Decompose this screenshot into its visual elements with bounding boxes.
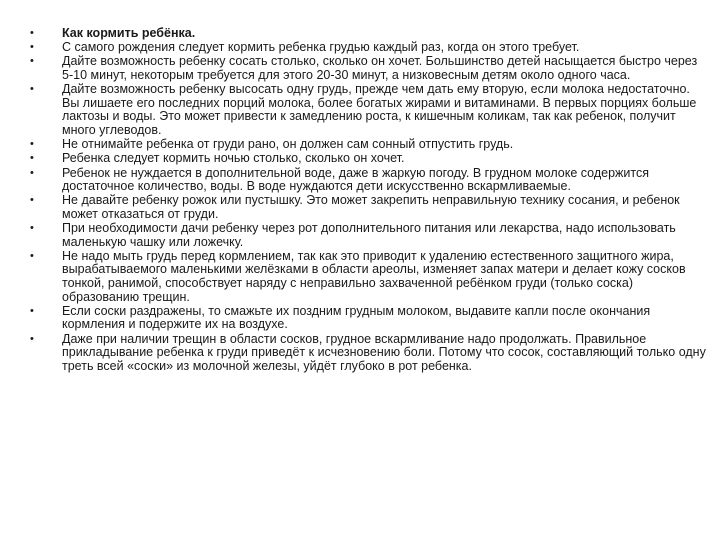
list-item — [0, 41, 720, 55]
list-item — [0, 194, 720, 221]
list-item-text: Если соски раздражены, то смажьте их поздним грудным молоком, выдавите капли после окончания кормления и подержите их на воздухе. — [62, 303, 651, 332]
list-item — [0, 167, 720, 194]
list-item-text: При необходимости дачи ребенку через рот дополнительного питания или лекарства, надо использовать маленькую чашку или ложечку. — [62, 221, 676, 249]
list-item — [0, 152, 720, 166]
bullet-icon: • — [30, 27, 34, 39]
bullet-icon: • — [30, 41, 34, 54]
bullet-icon: • — [30, 194, 34, 207]
bullet-icon: • — [30, 138, 34, 151]
list-item — [0, 305, 720, 332]
list-item-text: Не надо мыть грудь перед кормлением, так как это приводит к удалению естественного защитного жира, вырабатываемого маленькими желёзками в области ареолы, изменяет запах матери и делает кожу сосков тонкой, ранимой, способствует наряду с неправильно захваченной ребёнком груди (только соска) образованию трещин. — [62, 248, 686, 304]
list-item-text: Не давайте ребенку рожок или пустышку. Это может закрепить неправильную технику сосания, и ребенок может отказаться от груди. — [62, 193, 680, 221]
bullet-icon: • — [30, 249, 34, 262]
bullet-icon: • — [30, 222, 34, 235]
list-item — [0, 27, 720, 41]
list-item — [0, 83, 720, 137]
bullet-icon: • — [30, 332, 34, 345]
list-item-text: Ребенок не нуждается в дополнительной воде, даже в жаркую погоду. В грудном молоке содержится достаточное количество, воды. В воде нуждаются дети искусственно вскармливаемые. — [62, 165, 649, 194]
bullet-icon: • — [30, 166, 34, 179]
list-item-text: С самого рождения следует кормить ребенка грудью каждый раз, когда он этого требует. — [62, 40, 580, 55]
bullet-icon: • — [30, 304, 34, 317]
heading: Как кормить ребёнка. — [62, 26, 196, 40]
list-item — [0, 55, 720, 82]
list-item — [0, 222, 720, 249]
list-item-text: Дайте возможность ребенку сосать столько, сколько он хочет. Большинство детей насыщается быстро через 5-10 минут, некоторым требуется для этого 20-30 минут, а низковесным детям около одного часа. — [62, 54, 698, 82]
list-item — [0, 138, 720, 152]
list-item-text: Ребенка следует кормить ночью столько, сколько он хочет. — [62, 151, 405, 166]
bullet-list — [0, 27, 720, 374]
list-item-text: Даже при наличии трещин в области сосков, грудное вскармливание надо продолжать. Правильное прикладывание ребенка к груди приведёт к исчезновению боли. Потому что сосок, составляющий только одну треть всей «соски» из молочной железы, уйдёт глубоко в рот ребенка. — [62, 331, 706, 373]
bullet-icon: • — [30, 152, 34, 165]
list-item — [0, 250, 720, 304]
list-item — [0, 333, 720, 374]
list-item-text: Дайте возможность ребенку высосать одну грудь, прежде чем дать ему вторую, если молока недостаточно. Вы лишаете его последних порций молока, более богатых жирами и витаминами. В первых порциях больше лактозы и воды. Это может привести к замедлению роста, к кишечным коликам, так как ребенок, получит много углеводов. — [62, 82, 697, 137]
bullet-icon: • — [30, 83, 34, 96]
bullet-icon: • — [30, 55, 34, 68]
list-item-text: Не отнимайте ребенка от груди рано, он должен сам сонный отпустить грудь. — [62, 137, 514, 152]
